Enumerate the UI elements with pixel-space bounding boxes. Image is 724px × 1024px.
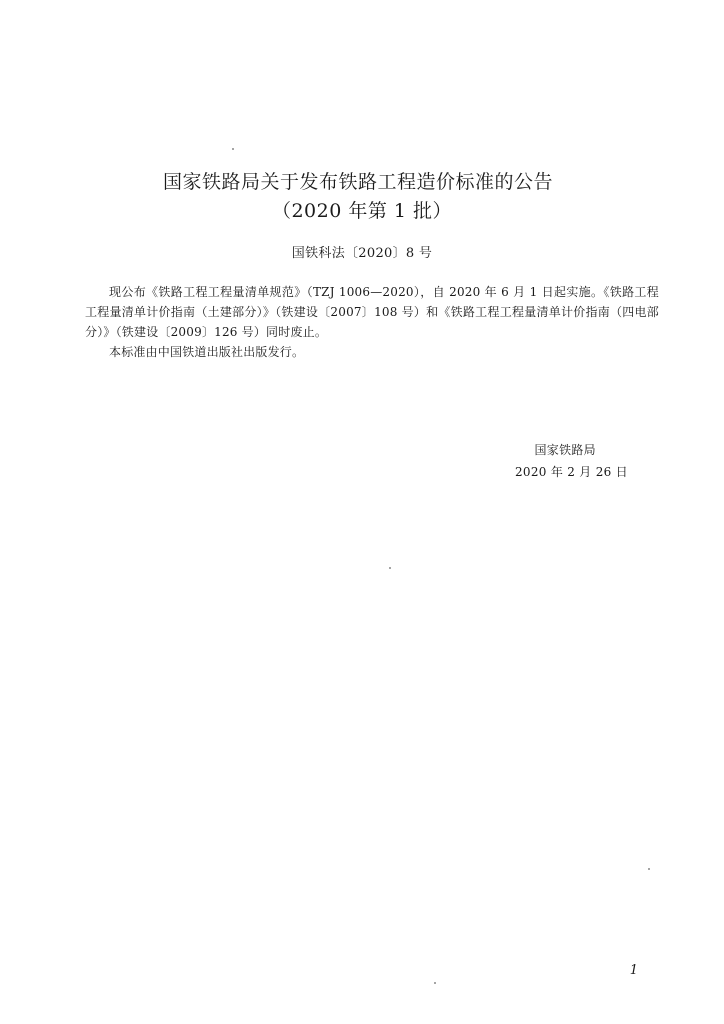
scan-speck: [389, 567, 391, 569]
scan-speck: [648, 868, 650, 870]
announcement-title: 国家铁路局关于发布铁路工程造价标准的公告: [162, 171, 553, 193]
page-number: 1: [629, 963, 638, 978]
scan-speck: [434, 982, 436, 984]
issuer-signature: 国家铁路局: [534, 443, 596, 457]
announcement-body: [85, 282, 659, 362]
body-paragraph: 本标准由中国铁道出版社出版发行。: [109, 345, 305, 359]
issue-date: 2020 年 2 月 26 日: [514, 465, 628, 479]
announcement-batch: （2020 年第 1 批）: [271, 200, 453, 222]
scan-speck: [232, 148, 234, 150]
document-number: 国铁科法〔2020〕8 号: [291, 246, 433, 261]
body-paragraph: 现公布《铁路工程工程量清单规范》（TZJ 1006—2020），自 2020 年 6 月 1 日起实施。《铁路工程工程量清单计价指南（土建部分）》（铁建设〔2007〕108 号）和《铁路工程工程量清单计价指南（四电部分）》（铁建设〔2009〕126 号）同时废止。: [85, 285, 659, 339]
